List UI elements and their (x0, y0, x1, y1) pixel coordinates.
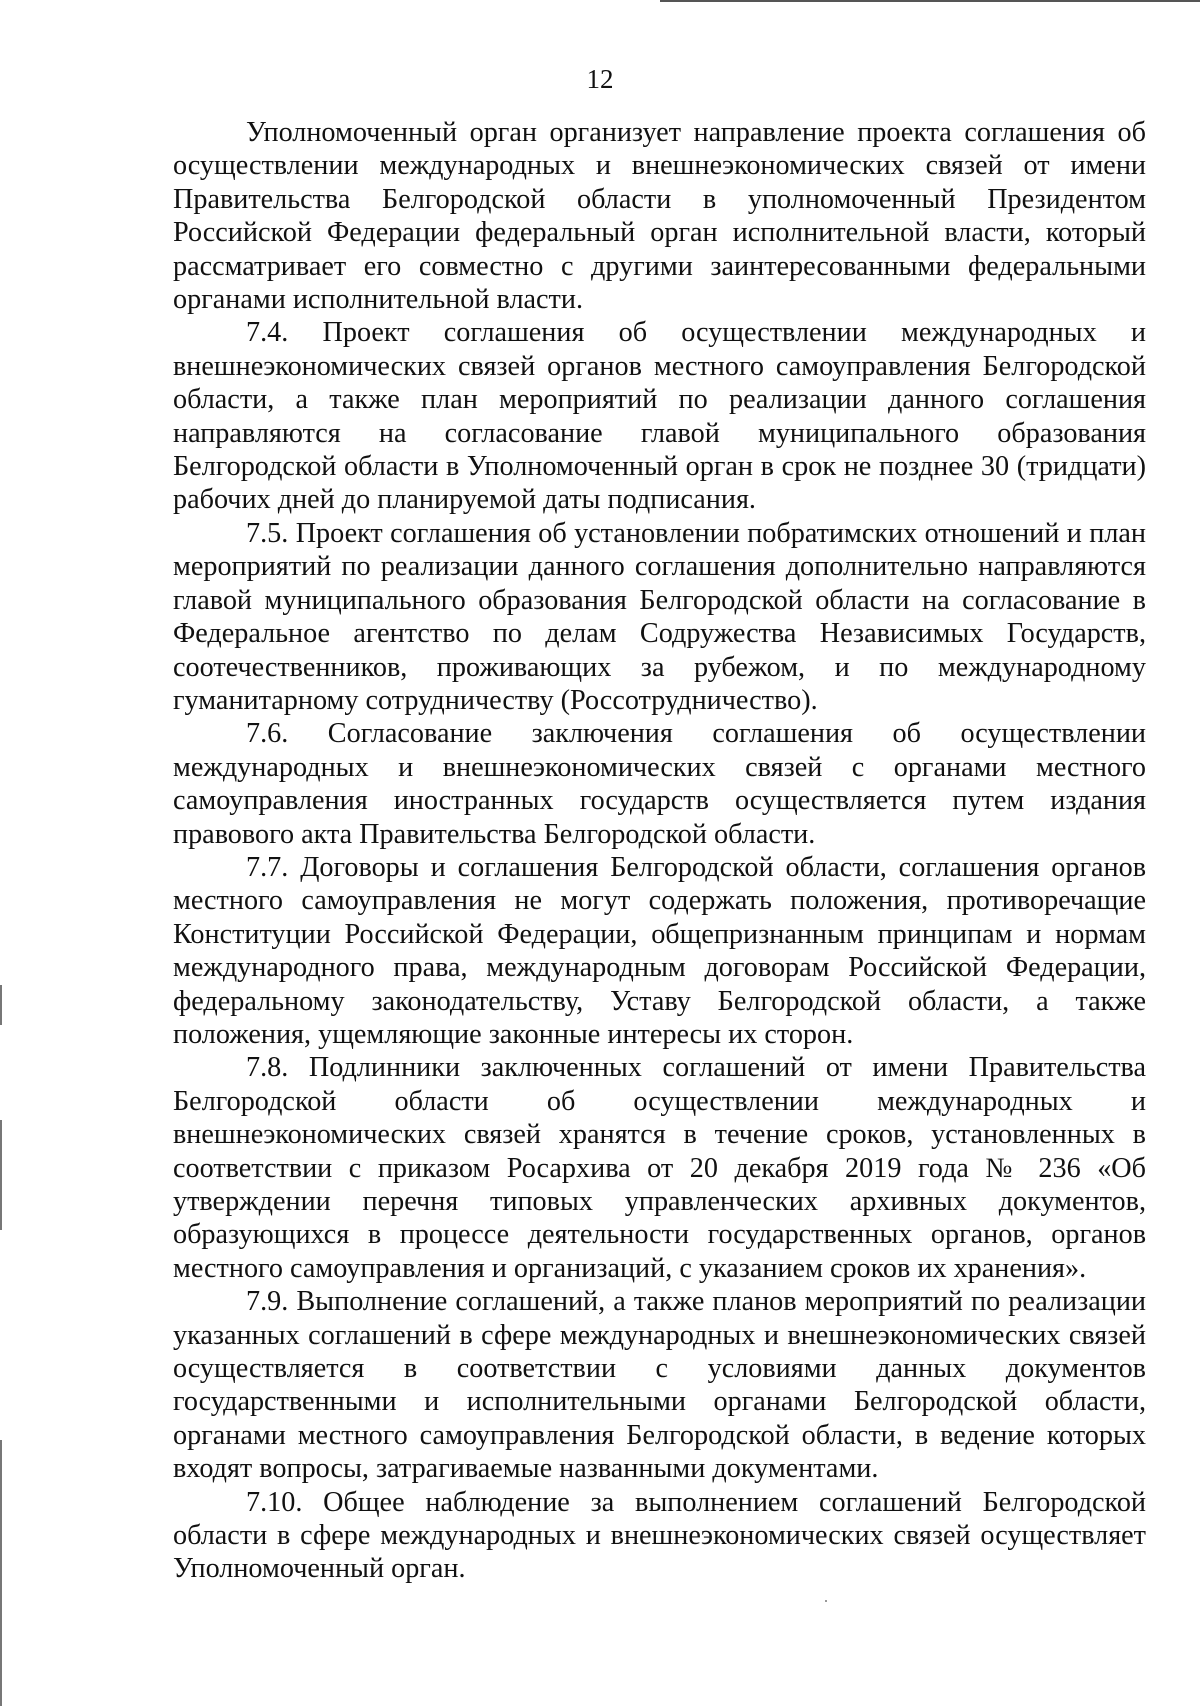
paragraph-number: 7.10. (246, 1486, 303, 1518)
scan-edge-mark (0, 985, 2, 1025)
paragraph-7-9 (173, 1285, 1146, 1485)
paragraph-text: Общее наблюдение за выполнением соглашений Белгородской области в сфере международных и внешнеэкономических связей осуществляет Уполномоченный орган. (173, 1486, 1146, 1585)
scan-edge-mark (0, 1440, 2, 1706)
paragraph-7-8 (173, 1051, 1146, 1285)
paragraph-continuation (173, 116, 1146, 316)
paragraph-text: Проект соглашения об осуществлении международных и внешнеэкономических связей органов местного самоуправления Белгородской области, а также план мероприятий по реализации данного соглашения направляются на согласование главой муниципального образования Белгородской области в Уполномоченный орган в срок не позднее 30 (тридцати) рабочих дней до планируемой даты подписания. (173, 317, 1146, 516)
paragraph-7-5 (173, 517, 1146, 717)
paragraph-text: Согласование заключения соглашения об осуществлении международных и внешнеэкономических связей с органами местного самоуправления иностранных государств осуществляется путем издания правового акта Правительства Белгородской области. (173, 718, 1146, 850)
paragraph-number: 7.8. (246, 1052, 289, 1084)
paragraph-text: Уполномоченный орган организует направление проекта соглашения об осуществлении международных и внешнеэкономических связей от имени Правительства Белгородской области в уполномоченный Президентом Российской Федерации федеральный орган исполнительной власти, который рассматривает его совместно с другими заинтересованными федеральными органами исполнительной власти. (173, 117, 1146, 316)
paragraph-text: Выполнение соглашений, а также планов мероприятий по реализации указанных соглашений в сфере международных и внешнеэкономических связей осуществляется в соответствии с условиями данных документов государственными и исполнительными органами Белгородской области, органами местного самоуправления Белгородской области, в ведение которых входят вопросы, затрагиваемые названными документами. (173, 1286, 1146, 1485)
paragraph-number: 7.6. (246, 718, 289, 750)
paragraph-text: Договоры и соглашения Белгородской области, соглашения органов местного самоуправления не могут содержать положения, противоречащие Конституции Российской Федерации, общепризнанным принципам и нормам международного права, международным договорам Российской Федерации, федеральному законодательству, Уставу Белгородской области, а также положения, ущемляющие законные интересы их сторон. (173, 851, 1147, 1050)
paragraph-7-7 (173, 851, 1146, 1051)
paragraph-number: 7.9. (246, 1286, 289, 1318)
paragraph-text: Проект соглашения об установлении побратимских отношений и план мероприятий по реализации данного соглашения дополнительно направляются главой муниципального образования Белгородской области на согласование в Федеральное агентство по делам Содружества Независимых Государств, соотечественников, проживающих за рубежом, и по международному гуманитарному сотрудничеству (Россотрудничество). (173, 517, 1147, 716)
paragraph-7-6 (173, 717, 1146, 851)
paragraph-number: 7.7. (246, 851, 289, 883)
document-body (173, 116, 1146, 1586)
paragraph-number: 7.4. (246, 317, 289, 349)
top-edge-rule (660, 0, 1200, 2)
paragraph-number: 7.5. (246, 517, 289, 549)
paragraph-text: Подлинники заключенных соглашений от имени Правительства Белгородской области об осуществлении международных и внешнеэкономических связей хранятся в течение сроков, установленных в соответствии с приказом Росархива от 20 декабря 2019 года № 236 «Об утверждении перечня типовых управленческих архивных документов, образующихся в процессе деятельности государственных органов, органов местного самоуправления и организаций, с указанием сроков их хранения». (173, 1052, 1146, 1284)
page-number: 12 (586, 64, 614, 94)
paragraph-7-4 (173, 316, 1146, 516)
scan-speck (825, 1600, 827, 1602)
scan-edge-mark (0, 1120, 2, 1230)
paragraph-7-10 (173, 1486, 1146, 1586)
